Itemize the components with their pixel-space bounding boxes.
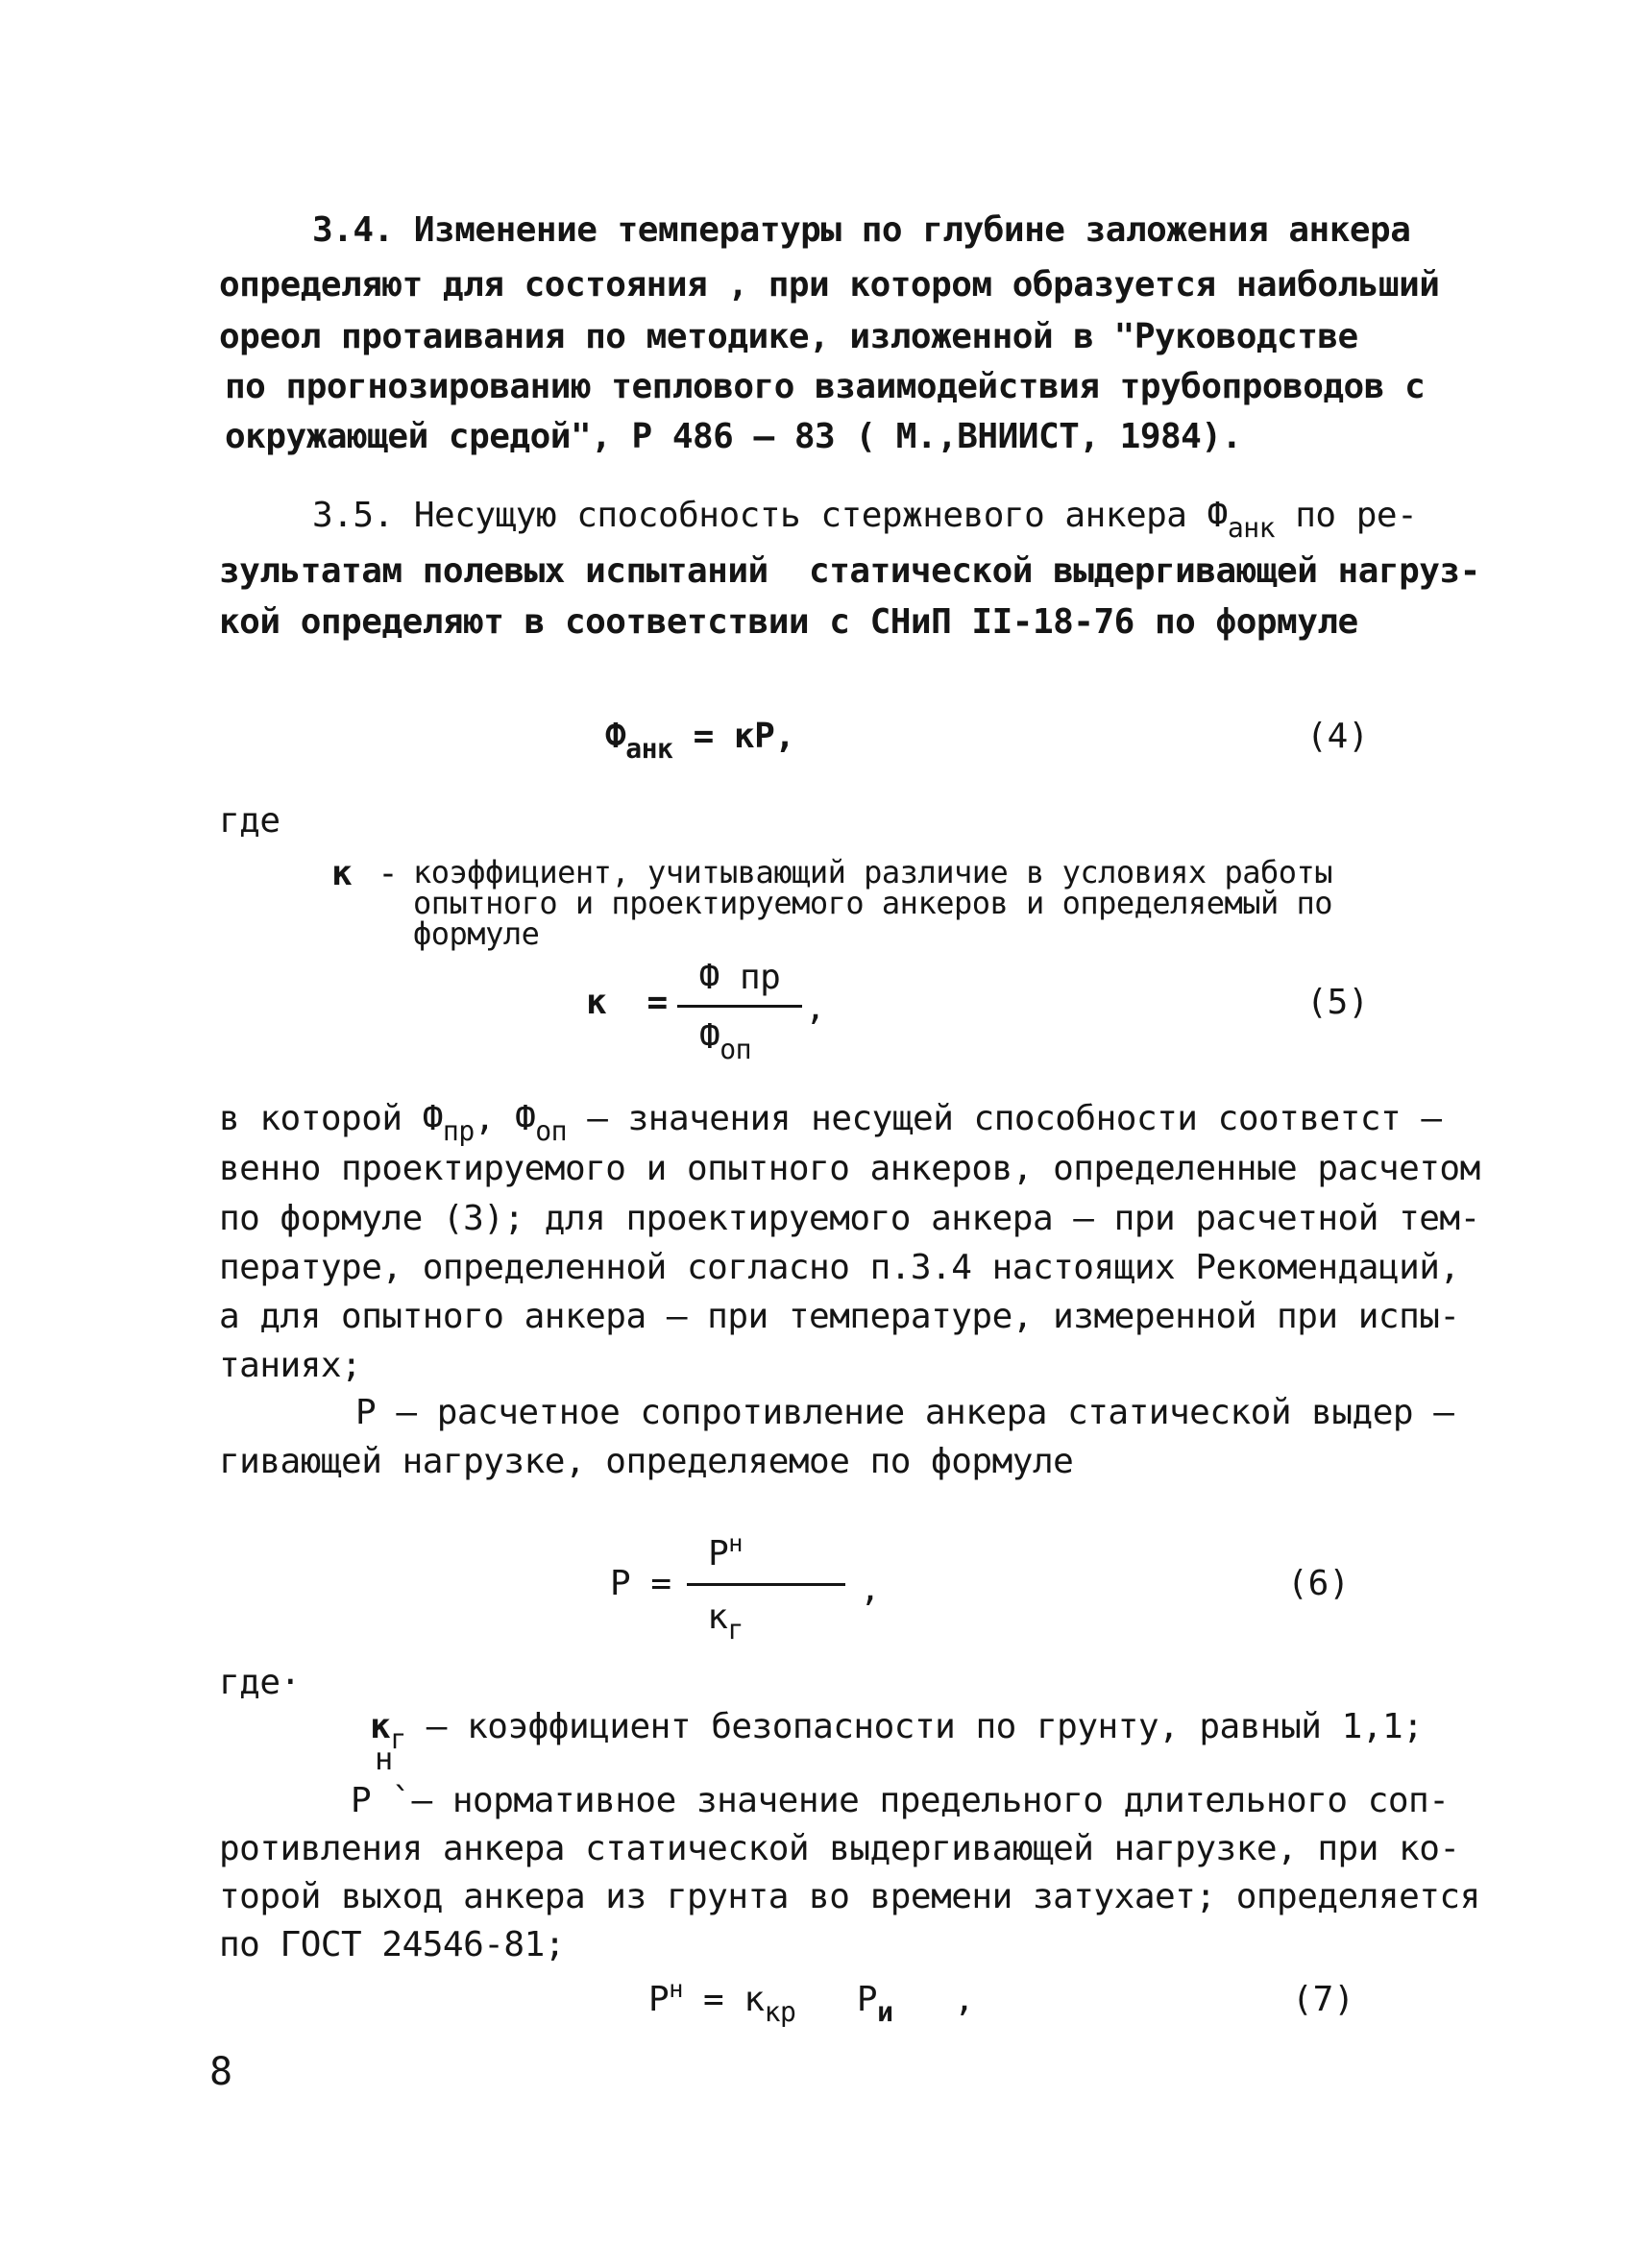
- p-definition-line-2: гивающей нагрузке, определяемое по формуле: [219, 1442, 1074, 1481]
- formula-7-mid: = к: [682, 1980, 765, 2019]
- which-para-line-1-c: – значения несущей способности соответст –: [567, 1099, 1442, 1138]
- formula-5-lhs: к =: [586, 983, 668, 1022]
- kg-symbol: к: [370, 1707, 391, 1746]
- formula-4-number: (4): [1306, 717, 1370, 756]
- k-dash: -: [357, 854, 419, 893]
- k-symbol: к: [331, 854, 353, 893]
- formula-7-lhs-superscript: н: [669, 1975, 683, 2004]
- which-para-line-1-b: , Ф: [474, 1099, 536, 1138]
- which-para-line-5: а для опытного анкера – при температуре, измеренной при испы-: [219, 1297, 1460, 1336]
- formula-7-lhs: Р: [648, 1980, 670, 2019]
- formula-7-number: (7): [1292, 1980, 1355, 2019]
- section-3-5-line-2: зультатам полевых испытаний статической выдергивающей нагруз-: [219, 551, 1480, 591]
- pn-definition-line-3: торой выход анкера из грунта во времени затухает; определяется: [219, 1877, 1480, 1916]
- formula-6-num-p: Р: [708, 1534, 729, 1573]
- where-label-2: где·: [219, 1663, 301, 1702]
- p-definition-line-1: Р – расчетное сопротивление анкера статической выдер –: [355, 1393, 1454, 1432]
- section-3-5-line-1: [312, 495, 1418, 544]
- section-3-4-line-2: определяют для состояния , при котором образуется наибольший: [219, 265, 1440, 305]
- formula-5-denominator: [677, 1016, 773, 1065]
- which-para-line-6: таниях;: [219, 1346, 362, 1385]
- formula-6-denominator: [687, 1597, 764, 1646]
- which-para-line-1: [219, 1098, 1442, 1147]
- formula-5-den-phi: Ф: [699, 1017, 720, 1057]
- section-3-5-line-1-tail: по ре-: [1275, 496, 1418, 535]
- formula-6-numerator: [687, 1529, 764, 1578]
- k-definition-line-1: коэффициент, учитывающий различие в условиях работы: [413, 854, 1333, 890]
- formula-7-rhs: Р: [795, 1980, 878, 2019]
- formula-6-den-k: к: [707, 1597, 728, 1637]
- formula-6-lhs: Р =: [610, 1564, 671, 1603]
- formula-6-comma: ,: [860, 1570, 881, 1609]
- phi-anc-subscript: анк: [1227, 511, 1276, 544]
- pn-definition-line-4: по ГОСТ 24546-81;: [219, 1925, 565, 1964]
- formula-4-lhs-subscript: анк: [625, 732, 673, 765]
- formula-4-rhs: = кР,: [672, 717, 795, 756]
- where-label-1: где: [219, 801, 280, 841]
- formula-5-den-subscript: оп: [719, 1033, 751, 1065]
- kg-subscript: г: [390, 1722, 406, 1755]
- formula-6-num-superscript: н: [728, 1529, 743, 1558]
- formula-5-numerator: Ф пр: [698, 958, 781, 997]
- pn-definition-line-2: ротивления анкера статической выдергивающей нагрузке, при ко-: [219, 1829, 1460, 1868]
- which-para-line-3: по формуле (3); для проектируемого анкера – при расчетной тем-: [219, 1199, 1480, 1238]
- formula-6-fraction-bar: [687, 1583, 845, 1586]
- formula-7-rhs-subscript: и: [877, 1995, 893, 2028]
- section-3-5-line-3: кой определяют в соответствии с СНиП II-18-76 по формуле: [219, 602, 1358, 642]
- pn-superscript: н: [375, 1741, 393, 1777]
- formula-6-den-subscript: г: [727, 1613, 744, 1646]
- formula-4: [605, 716, 795, 765]
- which-para-sub-pr: пр: [442, 1114, 475, 1147]
- kg-definition: [370, 1706, 1424, 1755]
- section-3-4-line-4: по прогнозированию теплового взаимодействия трубопроводов с: [225, 367, 1426, 406]
- k-definition-line-2: опытного и проектируемого анкеров и определяемый по: [413, 885, 1333, 921]
- section-3-5-line-1-text: 3.5. Несущую способность стержневого анкера Ф: [312, 496, 1228, 535]
- formula-6-number: (6): [1287, 1564, 1351, 1603]
- kg-definition-text: – коэффициент безопасности по грунту, равный 1,1;: [405, 1707, 1424, 1746]
- formula-5-fraction-bar: [677, 1005, 802, 1008]
- which-para-line-2: венно проектируемого и опытного анкеров, определенные расчетом: [219, 1149, 1480, 1188]
- k-definition-line-3: формуле: [413, 915, 540, 952]
- formula-7: [648, 1975, 975, 2028]
- formula-5-number: (5): [1306, 983, 1370, 1022]
- which-para-sub-op: оп: [535, 1114, 568, 1147]
- section-3-4-line-5: окружающей средой", Р 486 – 83 ( М.,ВНИИСТ, 1984).: [225, 417, 1242, 456]
- which-para-line-4: пературе, определенной согласно п.3.4 настоящих Рекомендаций,: [219, 1248, 1460, 1287]
- formula-7-tail: ,: [892, 1980, 975, 2019]
- formula-5-comma: ,: [805, 988, 826, 1028]
- which-para-line-1-a: в которой Ф: [219, 1099, 443, 1138]
- section-3-4-line-1: 3.4. Изменение температуры по глубине заложения анкера: [312, 210, 1411, 250]
- page-number: 8: [209, 2050, 233, 2094]
- section-3-4-line-3: ореол протаивания по методике, изложенной в "Руководстве: [219, 317, 1358, 356]
- pn-definition-line-1: Р `– нормативное значение предельного длительного соп-: [351, 1781, 1450, 1820]
- formula-4-lhs: Ф: [605, 717, 626, 756]
- formula-7-mid-subscript: кр: [764, 1995, 796, 2028]
